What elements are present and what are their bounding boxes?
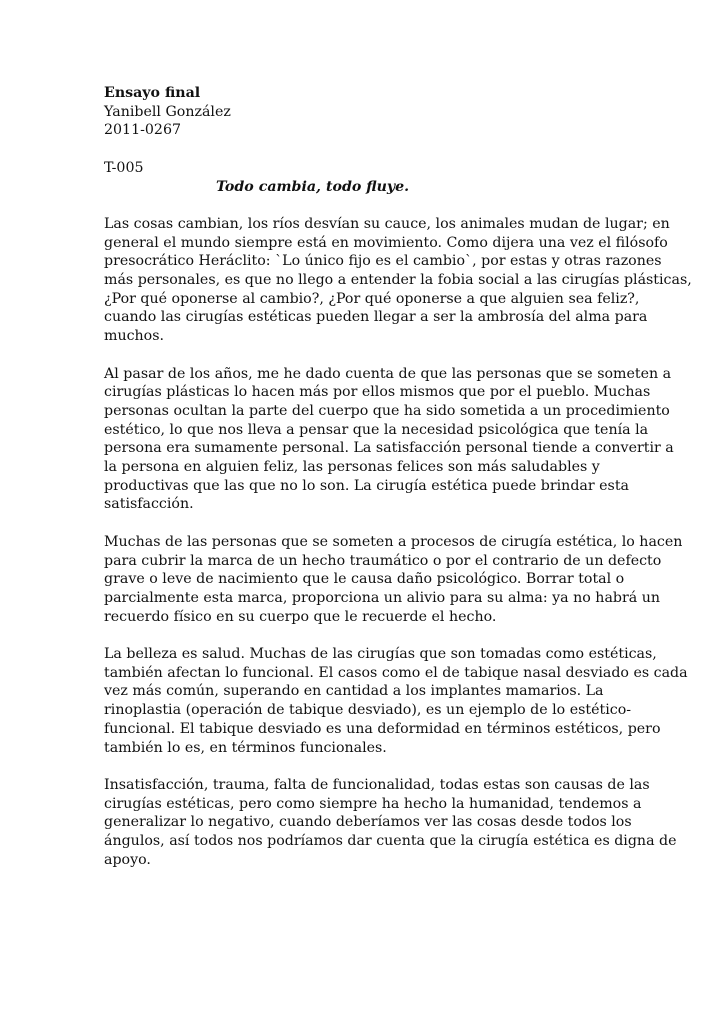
paragraph [104, 215, 692, 346]
spacer [104, 196, 634, 215]
paragraph-line: Insatisfacción, trauma, falta de funcionalidad, todas estas son causas de las [104, 776, 650, 793]
spacer [104, 140, 634, 159]
paragraph-line: vez más común, superando en cantidad a los implantes mamarios. La [104, 683, 604, 700]
paragraph-line: Las cosas cambian, los ríos desvían su cauce, los animales mudan de lugar; en [104, 215, 670, 232]
paragraph-line: cuando las cirugías estéticas pueden llegar a ser la ambrosía del alma para [104, 309, 648, 326]
paragraph [104, 365, 674, 515]
paragraph-line: Muchas de las personas que se someten a procesos de cirugía estética, lo hacen [104, 533, 683, 550]
paragraph-line: presocrático Heráclito: `Lo único fijo es el cambio`, por estas y otras razones [104, 253, 662, 270]
paragraph [104, 533, 683, 627]
paragraph-line: ángulos, así todos nos podríamos dar cuenta que la cirugía estética es digna de [104, 833, 677, 850]
paragraph-line: parcialmente esta marca, proporciona un alivio para su alma: ya no habrá un [104, 589, 661, 606]
paragraph-line: también lo es, en términos funcionales. [104, 739, 387, 756]
document-heading: Ensayo final [104, 85, 201, 101]
paragraph [104, 776, 677, 870]
paragraph-line: la persona en alguien feliz, las personas felices son más saludables y [104, 459, 600, 476]
paragraph-line: ¿Por qué oponerse al cambio?, ¿Por qué oponerse a que alguien sea feliz?, [104, 290, 640, 307]
paragraph-line: persona era sumamente personal. La satisfacción personal tiende a convertir a [104, 440, 674, 457]
author-name: Yanibell González [104, 103, 231, 120]
paragraph-line: recuerdo físico en su cuerpo que le recuerde el hecho. [104, 608, 497, 625]
paragraph-line: general el mundo siempre está en movimiento. Como dijera una vez el filósofo [104, 234, 668, 251]
paragraph-line: para cubrir la marca de un hecho traumático o por el contrario de un defecto [104, 552, 662, 569]
paragraph-line: apoyo. [104, 851, 151, 868]
paragraph-line: satisfacción. [104, 496, 194, 513]
paragraph-line: rinoplastia (operación de tabique desviado), es un ejemplo de lo estético- [104, 702, 632, 719]
paragraph-line: cirugías estéticas, pero como siempre ha hecho la humanidad, tendemos a [104, 795, 642, 812]
section-code: T-005 [104, 159, 144, 176]
paragraph-line: también afectan lo funcional. El casos como el de tabique nasal desviado es cada [104, 664, 688, 681]
paragraph-line: más personales, es que no llego a entender la fobia social a las cirugías plásticas, [104, 272, 692, 288]
paragraph-line: productivas que las que no lo son. La cirugía estética puede brindar esta [104, 477, 629, 494]
paragraph-line: Al pasar de los años, me he dado cuenta de que las personas que se someten a [104, 365, 672, 382]
paragraph-line: grave o leve de nacimiento que le causa daño psicológico. Borrar total o [104, 571, 625, 588]
paragraph-line: estético, lo que nos lleva a pensar que la necesidad psicológica que tenía la [104, 421, 649, 438]
paragraph-line: cirugías plásticas lo hacen más por ellos mismos que por el pueblo. Muchas [104, 384, 651, 401]
paragraph [104, 645, 688, 757]
paragraph-line: generalizar lo negativo, cuando deberíamos ver las cosas desde todos los [104, 814, 632, 831]
essay-body [104, 215, 692, 870]
paragraph-line: personas ocultan la parte del cuerpo que ha sido sometida a un procedimiento [104, 402, 670, 419]
essay-title: Todo cambia, todo fluye. [216, 178, 410, 195]
document-page [104, 84, 692, 888]
student-id: 2011-0267 [104, 122, 182, 139]
paragraph-line: funcional. El tabique desviado es una deformidad en términos estéticos, pero [104, 720, 661, 737]
paragraph-line: La belleza es salud. Muchas de las cirugías que son tomadas como estéticas, [104, 646, 657, 663]
paragraph-line: muchos. [104, 328, 165, 345]
